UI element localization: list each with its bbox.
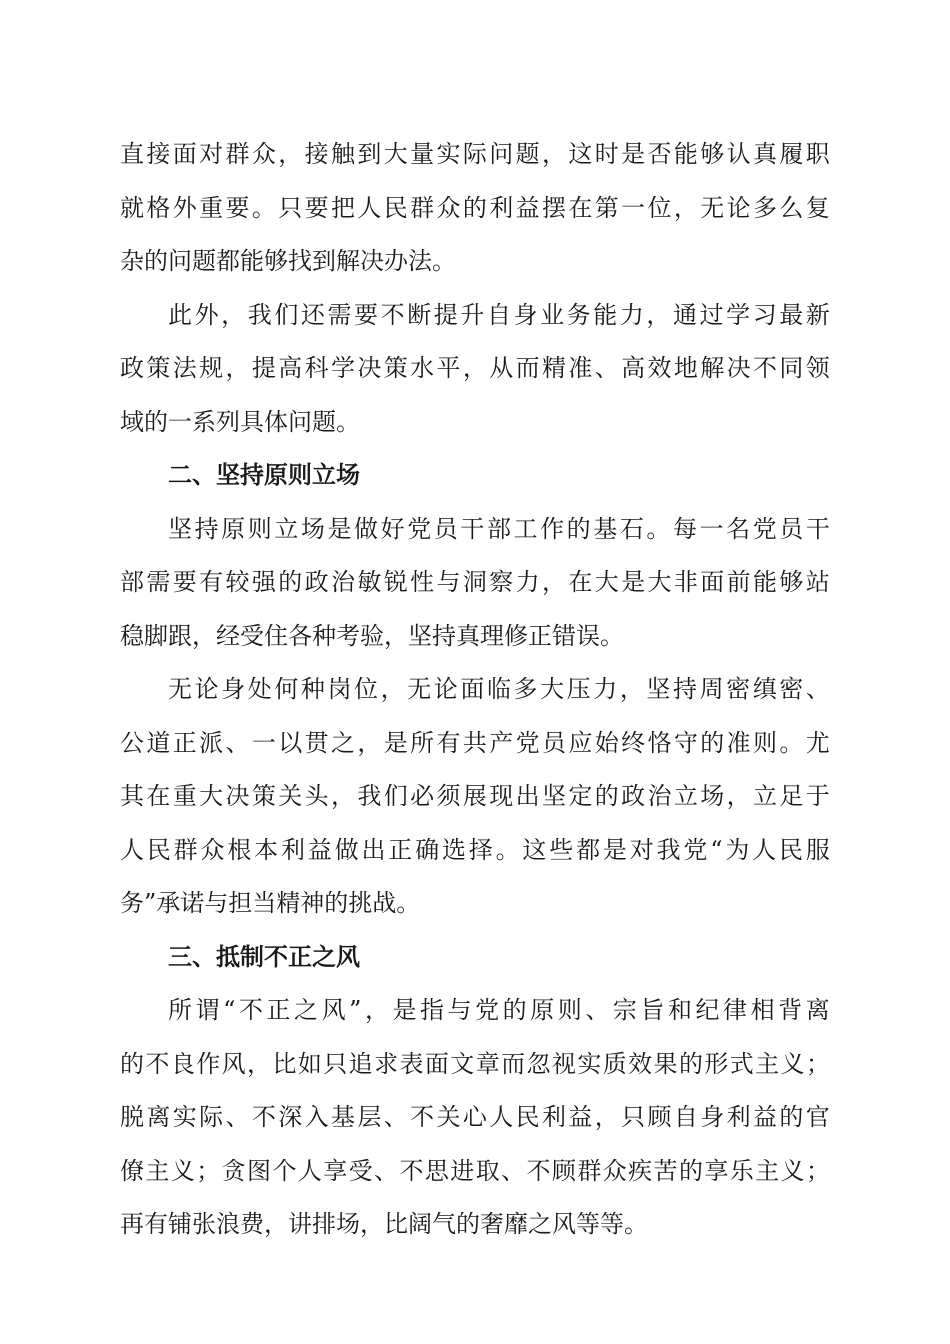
- paragraph-line: 人 民 群 众 根 本 利 益 做 出 正 确 选 择 。 这 些 都 是 对 我 党 “ 为 人 民 服: [120, 835, 830, 864]
- paragraph-line: 直 接 面 对 群 众 ， 接 触 到 大 量 实 际 问 题 ， 这 时 是 否 能 够 认 真 履 职: [120, 140, 830, 168]
- paragraph-line: 域的一系列具体问题。: [120, 407, 360, 436]
- paragraph-line: 公 道 正 派 、 一 以 贯 之 ， 是 所 有 共 产 党 员 应 始 终 恪 守 的 准 则 。 尤: [120, 728, 830, 757]
- section-heading-line: 三、抵制不正之风: [168, 942, 360, 971]
- paragraph-line: 其 在 重 大 决 策 关 头 ， 我 们 必 须 展 现 出 坚 定 的 政 治 立 场 ， 立 足 于: [120, 782, 830, 810]
- document-body: [120, 128, 830, 1252]
- paragraph-line: 部 需 要 有 较 强 的 政 治 敏 锐 性 与 洞 察 力 ， 在 大 是 大 非 面 前 能 够 站: [120, 568, 830, 596]
- paragraph-line: 务”承诺与担当精神的挑战。: [120, 889, 421, 917]
- section-heading-line: 二、坚持原则立场: [168, 461, 360, 489]
- paragraph-line: 就 格 外 重 要 。 只 要 把 人 民 群 众 的 利 益 摆 在 第 一 位 ， 无 论 多 么 复: [120, 193, 830, 222]
- paragraph-line: 杂的问题都能够找到解决办法。: [120, 247, 456, 275]
- paragraph-line: 稳脚跟，经受住各种考验，坚持真理修正错误。: [120, 621, 624, 650]
- paragraph-line: 此 外 ， 我 们 还 需 要 不 断 提 升 自 身 业 务 能 力 ， 通 过 学 习 最 新: [168, 300, 830, 329]
- paragraph-line: 僚 主 义 ； 贪 图 个 人 享 受 、 不 思 进 取 、 不 顾 群 众 疾 苦 的 享 乐 主 义 ；: [120, 1156, 830, 1185]
- paragraph-line: 政 策 法 规 ， 提 高 科 学 决 策 水 平 ， 从 而 精 准 、 高 效 地 解 决 不 同 领: [120, 354, 830, 382]
- paragraph-line: 所 谓 “ 不 正 之 风 ” ， 是 指 与 党 的 原 则 、 宗 旨 和 纪 律 相 背 离: [168, 996, 830, 1024]
- paragraph-line: 脱 离 实 际 、 不 深 入 基 层 、 不 关 心 人 民 利 益 ， 只 顾 自 身 利 益 的 官: [120, 1103, 830, 1131]
- paragraph-line: 无 论 身 处 何 种 岗 位 ， 无 论 面 临 多 大 压 力 ， 坚 持 周 密 缜 密 、: [168, 675, 830, 703]
- paragraph-line: 再有铺张浪费，讲排场，比阔气的奢靡之风等等。: [120, 1210, 648, 1238]
- paragraph-line: 的 不 良 作 风 ， 比 如 只 追 求 表 面 文 章 而 忽 视 实 质 效 果 的 形 式 主 义 ；: [120, 1049, 830, 1078]
- paragraph-line: 坚 持 原 则 立 场 是 做 好 党 员 干 部 工 作 的 基 石 。 每 一 名 党 员 干: [168, 514, 830, 543]
